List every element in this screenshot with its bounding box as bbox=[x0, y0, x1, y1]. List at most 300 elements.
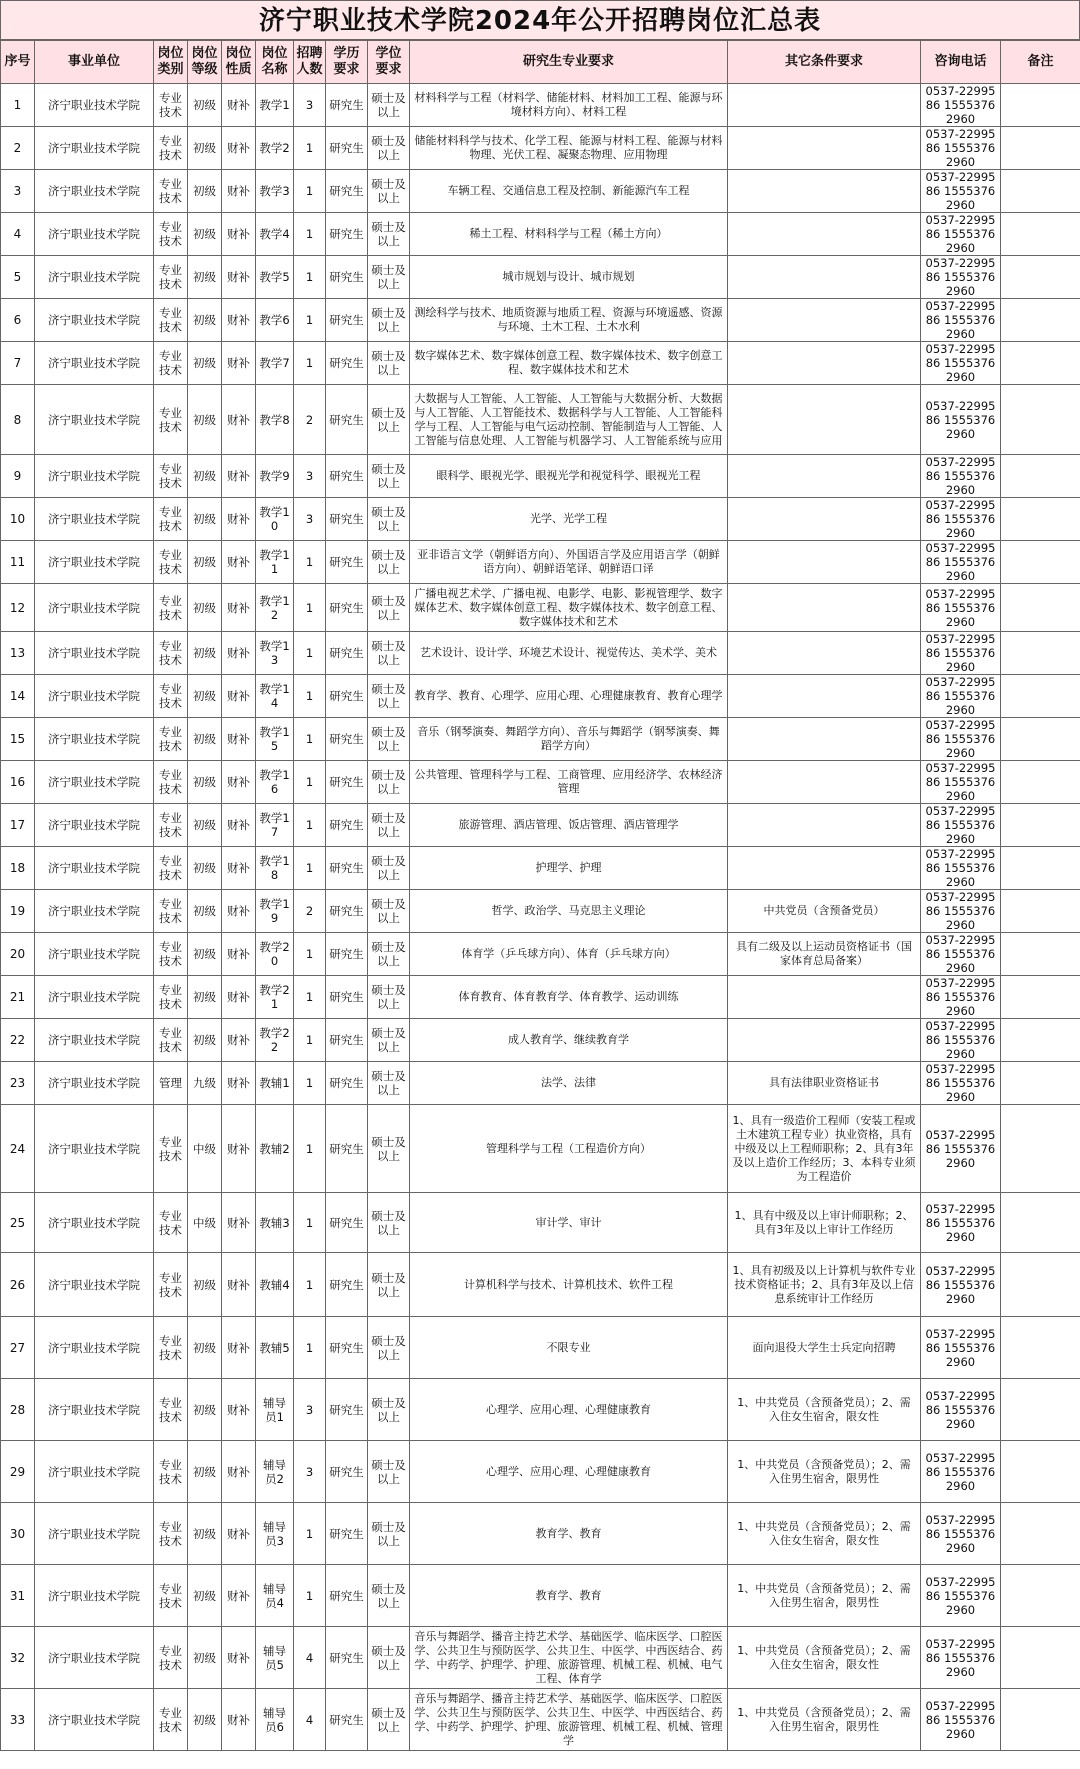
page-title: 济宁职业技术学院2024年公开招聘岗位汇总表 bbox=[0, 0, 1080, 40]
row-spec: 广播电视艺术学、广播电视、电影学、电影、影视管理学、数字媒体艺术、数字媒体创意工程、数字媒体技术、数字创意工程、数字媒体技术和艺术 bbox=[410, 584, 728, 632]
row-type: 专业技术 bbox=[154, 847, 188, 890]
row-seq: 8 bbox=[1, 385, 35, 455]
row-type: 专业技术 bbox=[154, 933, 188, 976]
row-num: 2 bbox=[294, 890, 326, 933]
row-num: 1 bbox=[294, 213, 326, 256]
row-edu: 研究生 bbox=[326, 1441, 368, 1503]
row-type: 专业技术 bbox=[154, 213, 188, 256]
row-nature: 财补 bbox=[222, 718, 256, 761]
row-spec: 材料科学与工程（材料学、储能材料、材料加工工程、能源与环境材料方向）、材料工程 bbox=[410, 84, 728, 127]
row-edu: 研究生 bbox=[326, 342, 368, 385]
row-seq: 21 bbox=[1, 976, 35, 1019]
row-level: 初级 bbox=[188, 804, 222, 847]
row-type: 专业技术 bbox=[154, 1019, 188, 1062]
row-phone: 0537-2299586 15553762960 bbox=[921, 213, 1001, 256]
row-other bbox=[728, 761, 921, 804]
row-phone: 0537-2299586 15553762960 bbox=[921, 584, 1001, 632]
row-phone: 0537-2299586 15553762960 bbox=[921, 1565, 1001, 1627]
row-degree: 硕士及以上 bbox=[368, 455, 410, 498]
row-phone: 0537-2299586 15553762960 bbox=[921, 1105, 1001, 1193]
row-nature: 财补 bbox=[222, 1379, 256, 1441]
row-nature: 财补 bbox=[222, 933, 256, 976]
row-phone: 0537-2299586 15553762960 bbox=[921, 1503, 1001, 1565]
table-row bbox=[1, 213, 1080, 256]
row-phone: 0537-2299586 15553762960 bbox=[921, 342, 1001, 385]
row-nature: 财补 bbox=[222, 170, 256, 213]
row-level: 初级 bbox=[188, 84, 222, 127]
row-type: 专业技术 bbox=[154, 342, 188, 385]
row-other: 1、中共党员（含预备党员）；2、需入住男生宿舍，限男性 bbox=[728, 1689, 921, 1751]
row-spec: 光学、光学工程 bbox=[410, 498, 728, 541]
row-edu: 研究生 bbox=[326, 847, 368, 890]
row-unit: 济宁职业技术学院 bbox=[35, 541, 154, 584]
row-note bbox=[1001, 632, 1080, 675]
row-level: 初级 bbox=[188, 256, 222, 299]
row-other bbox=[728, 170, 921, 213]
row-spec: 音乐（钢琴演奏、舞蹈学方向）、音乐与舞蹈学（钢琴演奏、舞蹈学方向） bbox=[410, 718, 728, 761]
row-level: 中级 bbox=[188, 1193, 222, 1253]
row-seq: 17 bbox=[1, 804, 35, 847]
header-nature: 岗位性质 bbox=[222, 41, 256, 84]
row-name: 教学19 bbox=[256, 890, 294, 933]
row-nature: 财补 bbox=[222, 541, 256, 584]
row-name: 教学14 bbox=[256, 675, 294, 718]
row-name: 教学21 bbox=[256, 976, 294, 1019]
row-name: 教辅2 bbox=[256, 1105, 294, 1193]
row-degree: 硕士及以上 bbox=[368, 498, 410, 541]
table-row bbox=[1, 1565, 1080, 1627]
row-note bbox=[1001, 1441, 1080, 1503]
row-nature: 财补 bbox=[222, 1627, 256, 1689]
table-row bbox=[1, 498, 1080, 541]
row-name: 教学17 bbox=[256, 804, 294, 847]
row-spec: 法学、法律 bbox=[410, 1062, 728, 1105]
row-degree: 硕士及以上 bbox=[368, 1062, 410, 1105]
table-row bbox=[1, 385, 1080, 455]
table-row bbox=[1, 1253, 1080, 1317]
row-level: 初级 bbox=[188, 127, 222, 170]
row-edu: 研究生 bbox=[326, 632, 368, 675]
row-unit: 济宁职业技术学院 bbox=[35, 976, 154, 1019]
row-degree: 硕士及以上 bbox=[368, 804, 410, 847]
row-level: 初级 bbox=[188, 1019, 222, 1062]
row-other bbox=[728, 718, 921, 761]
row-unit: 济宁职业技术学院 bbox=[35, 761, 154, 804]
row-degree: 硕士及以上 bbox=[368, 1193, 410, 1253]
row-level: 初级 bbox=[188, 455, 222, 498]
row-type: 专业技术 bbox=[154, 1317, 188, 1379]
row-note bbox=[1001, 890, 1080, 933]
row-degree: 硕士及以上 bbox=[368, 385, 410, 455]
row-spec: 审计学、审计 bbox=[410, 1193, 728, 1253]
row-name: 教辅1 bbox=[256, 1062, 294, 1105]
row-unit: 济宁职业技术学院 bbox=[35, 1689, 154, 1751]
row-unit: 济宁职业技术学院 bbox=[35, 1627, 154, 1689]
row-seq: 11 bbox=[1, 541, 35, 584]
row-type: 专业技术 bbox=[154, 84, 188, 127]
row-note bbox=[1001, 584, 1080, 632]
row-num: 1 bbox=[294, 127, 326, 170]
row-name: 教辅4 bbox=[256, 1253, 294, 1317]
row-name: 教学13 bbox=[256, 632, 294, 675]
row-nature: 财补 bbox=[222, 1441, 256, 1503]
row-other: 面向退役大学生士兵定向招聘 bbox=[728, 1317, 921, 1379]
row-other: 1、具有中级及以上审计师职称；2、具有3年及以上审计工作经历 bbox=[728, 1193, 921, 1253]
row-name: 教学20 bbox=[256, 933, 294, 976]
row-spec: 心理学、应用心理、心理健康教育 bbox=[410, 1379, 728, 1441]
row-other: 具有法律职业资格证书 bbox=[728, 1062, 921, 1105]
row-unit: 济宁职业技术学院 bbox=[35, 455, 154, 498]
row-edu: 研究生 bbox=[326, 1689, 368, 1751]
row-type: 专业技术 bbox=[154, 1193, 188, 1253]
row-num: 1 bbox=[294, 1105, 326, 1193]
row-spec: 成人教育学、继续教育学 bbox=[410, 1019, 728, 1062]
row-type: 专业技术 bbox=[154, 1689, 188, 1751]
row-num: 3 bbox=[294, 84, 326, 127]
row-other: 1、中共党员（含预备党员）；2、需入住男生宿舍，限男性 bbox=[728, 1441, 921, 1503]
row-spec: 哲学、政治学、马克思主义理论 bbox=[410, 890, 728, 933]
row-degree: 硕士及以上 bbox=[368, 84, 410, 127]
row-phone: 0537-2299586 15553762960 bbox=[921, 455, 1001, 498]
row-level: 初级 bbox=[188, 1689, 222, 1751]
row-edu: 研究生 bbox=[326, 1627, 368, 1689]
row-num: 3 bbox=[294, 455, 326, 498]
row-unit: 济宁职业技术学院 bbox=[35, 718, 154, 761]
table-row bbox=[1, 1627, 1080, 1689]
row-type: 专业技术 bbox=[154, 1565, 188, 1627]
table-row bbox=[1, 1379, 1080, 1441]
row-degree: 硕士及以上 bbox=[368, 1503, 410, 1565]
row-nature: 财补 bbox=[222, 1565, 256, 1627]
row-nature: 财补 bbox=[222, 385, 256, 455]
row-phone: 0537-2299586 15553762960 bbox=[921, 385, 1001, 455]
row-nature: 财补 bbox=[222, 1105, 256, 1193]
row-unit: 济宁职业技术学院 bbox=[35, 385, 154, 455]
row-degree: 硕士及以上 bbox=[368, 256, 410, 299]
row-unit: 济宁职业技术学院 bbox=[35, 1441, 154, 1503]
row-note bbox=[1001, 675, 1080, 718]
row-nature: 财补 bbox=[222, 127, 256, 170]
row-phone: 0537-2299586 15553762960 bbox=[921, 541, 1001, 584]
row-note bbox=[1001, 1193, 1080, 1253]
row-phone: 0537-2299586 15553762960 bbox=[921, 1689, 1001, 1751]
row-other bbox=[728, 342, 921, 385]
row-edu: 研究生 bbox=[326, 299, 368, 342]
row-other: 1、具有一级造价工程师（安装工程或土木建筑工程专业）执业资格，具有中级及以上工程师职称；2、具有3年及以上造价工作经历；3、本科专业须为工程造价 bbox=[728, 1105, 921, 1193]
row-other bbox=[728, 256, 921, 299]
row-level: 初级 bbox=[188, 718, 222, 761]
row-spec: 储能材料科学与技术、化学工程、能源与材料工程、能源与材料物理、光伏工程、凝聚态物理、应用物理 bbox=[410, 127, 728, 170]
row-phone: 0537-2299586 15553762960 bbox=[921, 127, 1001, 170]
row-seq: 28 bbox=[1, 1379, 35, 1441]
row-name: 教学4 bbox=[256, 213, 294, 256]
row-level: 初级 bbox=[188, 498, 222, 541]
row-nature: 财补 bbox=[222, 299, 256, 342]
row-unit: 济宁职业技术学院 bbox=[35, 584, 154, 632]
row-num: 1 bbox=[294, 1019, 326, 1062]
row-degree: 硕士及以上 bbox=[368, 299, 410, 342]
row-note bbox=[1001, 1379, 1080, 1441]
table-row bbox=[1, 632, 1080, 675]
row-note bbox=[1001, 342, 1080, 385]
row-seq: 24 bbox=[1, 1105, 35, 1193]
row-seq: 14 bbox=[1, 675, 35, 718]
row-seq: 16 bbox=[1, 761, 35, 804]
row-degree: 硕士及以上 bbox=[368, 933, 410, 976]
row-num: 1 bbox=[294, 256, 326, 299]
row-nature: 财补 bbox=[222, 675, 256, 718]
row-level: 初级 bbox=[188, 632, 222, 675]
row-unit: 济宁职业技术学院 bbox=[35, 256, 154, 299]
row-other bbox=[728, 541, 921, 584]
row-other bbox=[728, 804, 921, 847]
row-num: 1 bbox=[294, 1253, 326, 1317]
table-row bbox=[1, 455, 1080, 498]
row-name: 教学9 bbox=[256, 455, 294, 498]
row-nature: 财补 bbox=[222, 1193, 256, 1253]
row-seq: 4 bbox=[1, 213, 35, 256]
row-edu: 研究生 bbox=[326, 1565, 368, 1627]
row-seq: 23 bbox=[1, 1062, 35, 1105]
row-note bbox=[1001, 1565, 1080, 1627]
row-phone: 0537-2299586 15553762960 bbox=[921, 1627, 1001, 1689]
row-spec: 亚非语言文学（朝鲜语方向）、外国语言学及应用语言学（朝鲜语方向）、朝鲜语笔译、朝鲜语口译 bbox=[410, 541, 728, 584]
row-level: 初级 bbox=[188, 890, 222, 933]
table-row bbox=[1, 933, 1080, 976]
row-degree: 硕士及以上 bbox=[368, 1105, 410, 1193]
row-phone: 0537-2299586 15553762960 bbox=[921, 976, 1001, 1019]
row-level: 初级 bbox=[188, 213, 222, 256]
row-nature: 财补 bbox=[222, 632, 256, 675]
row-spec: 测绘科学与技术、地质资源与地质工程、资源与环境遥感、资源与环境、土木工程、土木水利 bbox=[410, 299, 728, 342]
row-spec: 稀土工程、材料科学与工程（稀土方向） bbox=[410, 213, 728, 256]
row-phone: 0537-2299586 15553762960 bbox=[921, 675, 1001, 718]
row-spec: 心理学、应用心理、心理健康教育 bbox=[410, 1441, 728, 1503]
row-degree: 硕士及以上 bbox=[368, 342, 410, 385]
table-row bbox=[1, 718, 1080, 761]
row-phone: 0537-2299586 15553762960 bbox=[921, 718, 1001, 761]
row-unit: 济宁职业技术学院 bbox=[35, 890, 154, 933]
row-spec: 教育学、教育 bbox=[410, 1565, 728, 1627]
row-unit: 济宁职业技术学院 bbox=[35, 804, 154, 847]
row-num: 1 bbox=[294, 541, 326, 584]
row-num: 1 bbox=[294, 1565, 326, 1627]
table-row bbox=[1, 127, 1080, 170]
row-note bbox=[1001, 1317, 1080, 1379]
row-note bbox=[1001, 1019, 1080, 1062]
row-other bbox=[728, 299, 921, 342]
row-phone: 0537-2299586 15553762960 bbox=[921, 498, 1001, 541]
header-level: 岗位等级 bbox=[188, 41, 222, 84]
row-num: 1 bbox=[294, 632, 326, 675]
row-seq: 18 bbox=[1, 847, 35, 890]
row-level: 初级 bbox=[188, 1317, 222, 1379]
row-edu: 研究生 bbox=[326, 1379, 368, 1441]
row-other bbox=[728, 976, 921, 1019]
row-nature: 财补 bbox=[222, 890, 256, 933]
table-row bbox=[1, 584, 1080, 632]
row-unit: 济宁职业技术学院 bbox=[35, 933, 154, 976]
row-seq: 22 bbox=[1, 1019, 35, 1062]
row-nature: 财补 bbox=[222, 1317, 256, 1379]
row-degree: 硕士及以上 bbox=[368, 1317, 410, 1379]
row-note bbox=[1001, 541, 1080, 584]
table-row bbox=[1, 1105, 1080, 1193]
row-level: 初级 bbox=[188, 385, 222, 455]
table-row bbox=[1, 1503, 1080, 1565]
row-level: 初级 bbox=[188, 1565, 222, 1627]
row-level: 初级 bbox=[188, 342, 222, 385]
row-name: 教学5 bbox=[256, 256, 294, 299]
row-unit: 济宁职业技术学院 bbox=[35, 847, 154, 890]
row-degree: 硕士及以上 bbox=[368, 1379, 410, 1441]
row-edu: 研究生 bbox=[326, 890, 368, 933]
row-unit: 济宁职业技术学院 bbox=[35, 498, 154, 541]
row-phone: 0537-2299586 15553762960 bbox=[921, 1193, 1001, 1253]
row-note bbox=[1001, 804, 1080, 847]
row-note bbox=[1001, 1627, 1080, 1689]
row-edu: 研究生 bbox=[326, 213, 368, 256]
row-other: 1、中共党员（含预备党员）；2、需入住女生宿舍，限女性 bbox=[728, 1503, 921, 1565]
row-edu: 研究生 bbox=[326, 675, 368, 718]
row-type: 专业技术 bbox=[154, 1503, 188, 1565]
row-spec: 公共管理、管理科学与工程、工商管理、应用经济学、农林经济管理 bbox=[410, 761, 728, 804]
row-edu: 研究生 bbox=[326, 1317, 368, 1379]
row-spec: 车辆工程、交通信息工程及控制、新能源汽车工程 bbox=[410, 170, 728, 213]
row-note bbox=[1001, 1689, 1080, 1751]
table-row bbox=[1, 804, 1080, 847]
row-level: 初级 bbox=[188, 170, 222, 213]
row-type: 专业技术 bbox=[154, 804, 188, 847]
row-other: 1、具有初级及以上计算机与软件专业技术资格证书；2、具有3年及以上信息系统审计工作经历 bbox=[728, 1253, 921, 1317]
row-name: 辅导员2 bbox=[256, 1441, 294, 1503]
row-other: 1、中共党员（含预备党员）；2、需入住女生宿舍，限女性 bbox=[728, 1627, 921, 1689]
row-type: 专业技术 bbox=[154, 1627, 188, 1689]
row-nature: 财补 bbox=[222, 761, 256, 804]
row-seq: 31 bbox=[1, 1565, 35, 1627]
row-spec: 护理学、护理 bbox=[410, 847, 728, 890]
row-edu: 研究生 bbox=[326, 584, 368, 632]
row-note bbox=[1001, 299, 1080, 342]
row-spec: 眼科学、眼视光学、眼视光学和视觉科学、眼视光工程 bbox=[410, 455, 728, 498]
row-other: 1、中共党员（含预备党员）；2、需入住女生宿舍，限女性 bbox=[728, 1379, 921, 1441]
table-row bbox=[1, 1441, 1080, 1503]
row-other: 具有二级及以上运动员资格证书（国家体育总局备案） bbox=[728, 933, 921, 976]
header-row bbox=[1, 41, 1080, 84]
row-seq: 29 bbox=[1, 1441, 35, 1503]
row-phone: 0537-2299586 15553762960 bbox=[921, 933, 1001, 976]
row-unit: 济宁职业技术学院 bbox=[35, 1317, 154, 1379]
row-note bbox=[1001, 170, 1080, 213]
row-phone: 0537-2299586 15553762960 bbox=[921, 632, 1001, 675]
row-type: 专业技术 bbox=[154, 718, 188, 761]
row-nature: 财补 bbox=[222, 1689, 256, 1751]
row-other bbox=[728, 127, 921, 170]
row-level: 初级 bbox=[188, 584, 222, 632]
table-row bbox=[1, 1062, 1080, 1105]
row-phone: 0537-2299586 15553762960 bbox=[921, 804, 1001, 847]
row-num: 1 bbox=[294, 1317, 326, 1379]
row-spec: 体育教育、体育教育学、体育教学、运动训练 bbox=[410, 976, 728, 1019]
row-num: 1 bbox=[294, 1503, 326, 1565]
row-spec: 艺术设计、设计学、环境艺术设计、视觉传达、美术学、美术 bbox=[410, 632, 728, 675]
row-type: 专业技术 bbox=[154, 455, 188, 498]
row-seq: 25 bbox=[1, 1193, 35, 1253]
row-degree: 硕士及以上 bbox=[368, 761, 410, 804]
row-seq: 19 bbox=[1, 890, 35, 933]
row-num: 3 bbox=[294, 498, 326, 541]
row-note bbox=[1001, 213, 1080, 256]
row-other bbox=[728, 847, 921, 890]
table-row bbox=[1, 1019, 1080, 1062]
table-row bbox=[1, 1193, 1080, 1253]
row-note bbox=[1001, 1253, 1080, 1317]
row-unit: 济宁职业技术学院 bbox=[35, 342, 154, 385]
row-degree: 硕士及以上 bbox=[368, 213, 410, 256]
row-unit: 济宁职业技术学院 bbox=[35, 127, 154, 170]
row-edu: 研究生 bbox=[326, 1019, 368, 1062]
table-row bbox=[1, 299, 1080, 342]
row-degree: 硕士及以上 bbox=[368, 541, 410, 584]
row-seq: 10 bbox=[1, 498, 35, 541]
row-name: 辅导员1 bbox=[256, 1379, 294, 1441]
row-unit: 济宁职业技术学院 bbox=[35, 1062, 154, 1105]
row-seq: 7 bbox=[1, 342, 35, 385]
row-name: 教学8 bbox=[256, 385, 294, 455]
row-num: 1 bbox=[294, 1062, 326, 1105]
row-level: 中级 bbox=[188, 1105, 222, 1193]
row-name: 教学18 bbox=[256, 847, 294, 890]
row-spec: 教育学、教育 bbox=[410, 1503, 728, 1565]
table-row bbox=[1, 890, 1080, 933]
row-name: 教辅5 bbox=[256, 1317, 294, 1379]
row-spec: 计算机科学与技术、计算机技术、软件工程 bbox=[410, 1253, 728, 1317]
row-name: 教学6 bbox=[256, 299, 294, 342]
row-unit: 济宁职业技术学院 bbox=[35, 675, 154, 718]
header-num: 招聘人数 bbox=[294, 41, 326, 84]
row-type: 专业技术 bbox=[154, 1253, 188, 1317]
row-level: 初级 bbox=[188, 675, 222, 718]
row-spec: 大数据与人工智能、人工智能、人工智能与大数据分析、大数据与人工智能、人工智能技术、数据科学与人工智能、人工智能科学与工程、人工智能与电气运动控制、智能制造与人工智能、人工智能与信息处理、人工智能与机器学习、人工智能系统与应用 bbox=[410, 385, 728, 455]
row-edu: 研究生 bbox=[326, 385, 368, 455]
row-phone: 0537-2299586 15553762960 bbox=[921, 1062, 1001, 1105]
row-level: 九级 bbox=[188, 1062, 222, 1105]
row-unit: 济宁职业技术学院 bbox=[35, 1019, 154, 1062]
row-num: 2 bbox=[294, 385, 326, 455]
row-num: 3 bbox=[294, 1441, 326, 1503]
row-other bbox=[728, 213, 921, 256]
header-phone: 咨询电话 bbox=[921, 41, 1001, 84]
row-note bbox=[1001, 84, 1080, 127]
row-nature: 财补 bbox=[222, 498, 256, 541]
row-type: 专业技术 bbox=[154, 1441, 188, 1503]
row-edu: 研究生 bbox=[326, 455, 368, 498]
row-nature: 财补 bbox=[222, 584, 256, 632]
row-type: 专业技术 bbox=[154, 1379, 188, 1441]
row-seq: 20 bbox=[1, 933, 35, 976]
row-name: 教学11 bbox=[256, 541, 294, 584]
row-degree: 硕士及以上 bbox=[368, 632, 410, 675]
row-degree: 硕士及以上 bbox=[368, 127, 410, 170]
row-type: 专业技术 bbox=[154, 127, 188, 170]
row-note bbox=[1001, 1062, 1080, 1105]
row-edu: 研究生 bbox=[326, 1062, 368, 1105]
row-note bbox=[1001, 498, 1080, 541]
row-other bbox=[728, 632, 921, 675]
row-edu: 研究生 bbox=[326, 1503, 368, 1565]
row-note bbox=[1001, 718, 1080, 761]
row-name: 教学16 bbox=[256, 761, 294, 804]
